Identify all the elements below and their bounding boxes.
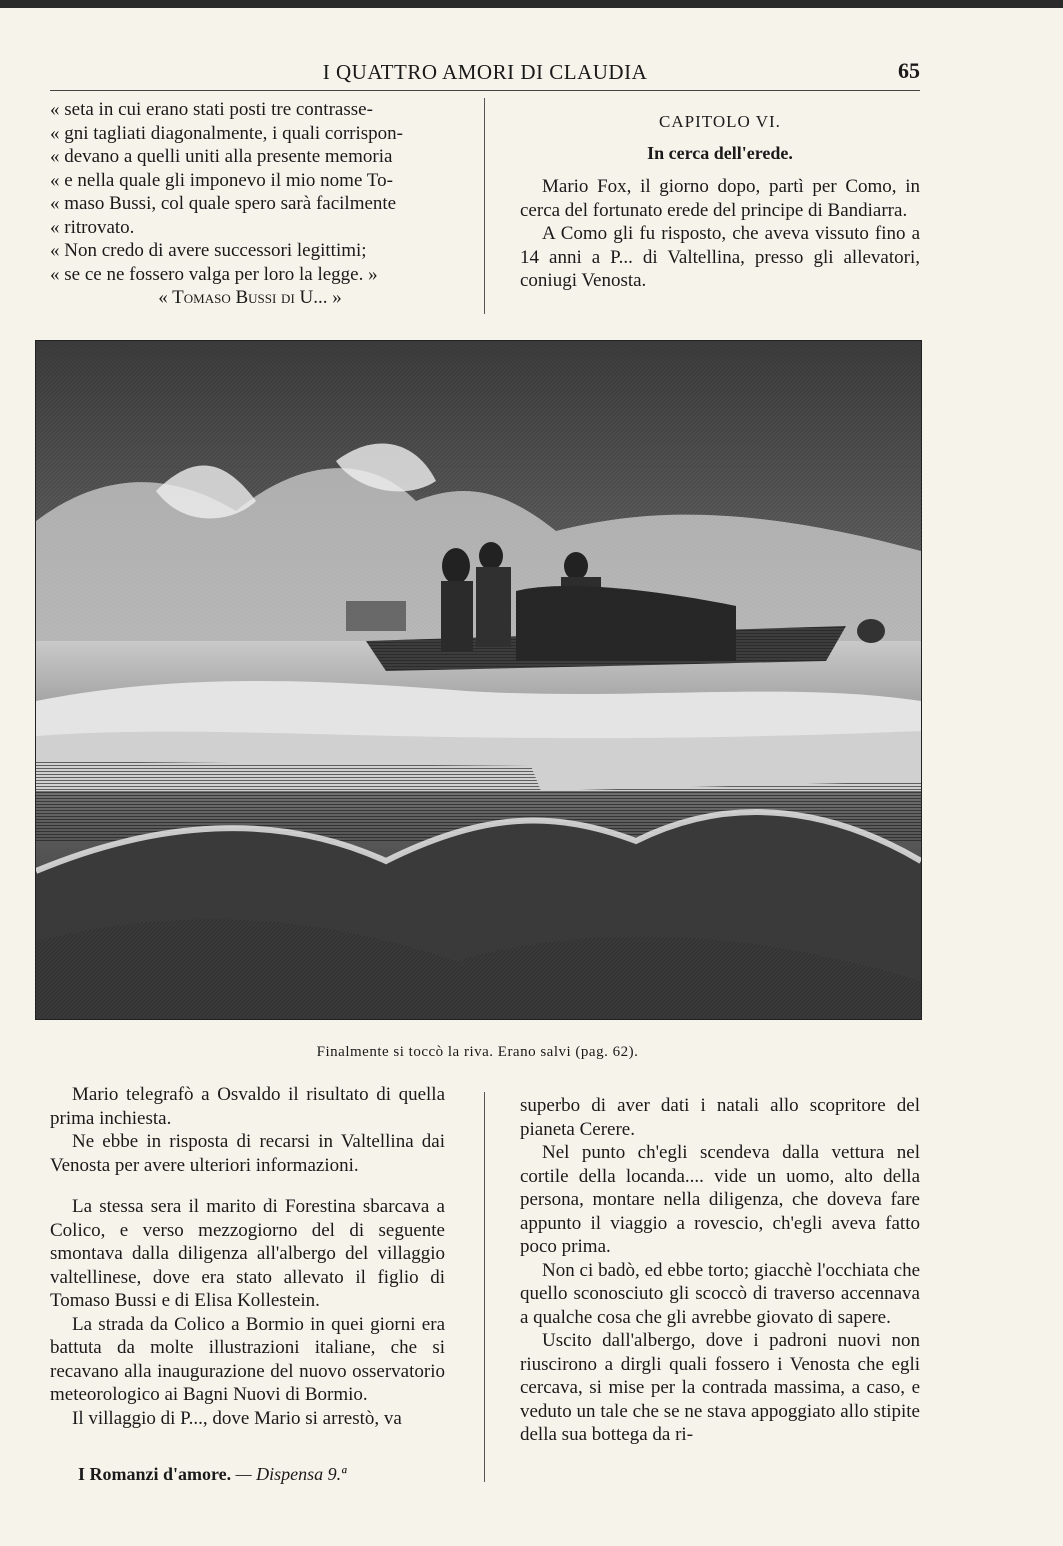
storm-boat-engraving: [36, 341, 921, 1019]
text-line: « seta in cui erano stati posti tre contrasse-: [50, 99, 373, 120]
top-border: [0, 0, 1063, 8]
text-line: « devano a quelli uniti alla presente memoria: [50, 146, 393, 167]
right-column-top: [520, 110, 920, 293]
paragraph: superbo di aver dati i natali allo scopritore del pianeta Cerere.: [520, 1095, 920, 1140]
chapter-title: In cerca dell'erede.: [647, 142, 793, 163]
paragraph: Non ci badò, ed ebbe torto; giacchè l'occhiata che quello sconosciuto gli scoccò di traverso accennava a qualche cosa che gli avrebbe giovato di sapere.: [520, 1259, 920, 1328]
chapter-heading: CAPITOLO VI.: [659, 112, 781, 131]
paragraph: La stessa sera il marito di Forestina sbarcava a Colico, e verso mezzogiorno del di seguente smontava dalla diligenza all'albergo del villaggio valtellinese, dove era stato allevato il figlio di Tomaso Bussi e di Elisa Kollestein.: [50, 1196, 445, 1311]
paragraph: Il villaggio di P..., dove Mario si arrestò, va: [72, 1407, 402, 1429]
paragraph: Nel punto ch'egli scendeva dalla vettura nel cortile della locanda.... vide un uomo, alto della persona, montare nella diligenza, che doveva fare appunto il viaggio a rovescio, ch'egli aveva fatto poco prima.: [520, 1142, 920, 1257]
header-rule: [50, 90, 920, 91]
text-line: « maso Bussi, col quale spero sarà facilmente: [50, 193, 397, 214]
text-line: « se ce ne fossero valga per loro la legge. »: [50, 263, 378, 285]
column-divider: [484, 98, 485, 314]
illustration-caption: Finalmente si toccò la riva. Erano salvi (pag. 62).: [316, 1044, 639, 1060]
text-line: « ritrovato.: [50, 216, 135, 238]
engraving-illustration: [35, 340, 922, 1020]
page-number: 65: [898, 58, 920, 83]
column-divider: [484, 1092, 485, 1482]
running-title: I QUATTRO AMORI DI CLAUDIA: [322, 60, 648, 84]
left-column-top: [50, 98, 450, 310]
left-column-bottom: [50, 1083, 445, 1430]
text-line: « e nella quale gli imponevo il mio nome To-: [50, 169, 393, 191]
right-column-bottom: [520, 1094, 920, 1447]
paragraph: A Como gli fu risposto, che aveva vissuto fino a 14 anni a P... di Valtellina, presso gli allevatori, coniugi Venosta.: [520, 223, 920, 291]
text-line: « gni tagliati diagonalmente, i quali corrispon-: [50, 122, 403, 144]
paragraph: Ne ebbe in risposta di recarsi in Valtellina dai Venosta per avere ulteriori informazioni.: [50, 1131, 445, 1176]
series-title: I Romanzi d'amore.: [78, 1464, 232, 1484]
paragraph: Uscito dall'albergo, dove i padroni nuovi non riuscirono a dirgli quali fossero i Venosta che egli cercava, si mise per la contrada massima, a caso, e veduto un tale che se ne stava appoggiato allo stipite della sua bottega da ri-: [520, 1330, 920, 1445]
text-line: « Non credo di avere successori legittimi;: [50, 240, 367, 261]
issue-number: — Dispensa 9.ª: [235, 1464, 347, 1484]
page-footer: [78, 1464, 346, 1485]
paragraph: La strada da Colico a Bormio in quei giorni era battuta da molte illustrazioni italiane, che si recavano alla inaugurazione del nuovo osservatorio meteorologico ai Bagni Nuovi di Bormio.: [50, 1313, 445, 1405]
signature: « Tomaso Bussi di U... »: [158, 287, 342, 308]
paragraph: Mario Fox, il giorno dopo, partì per Como, in cerca del fortunato erede del principe di Bandiarra.: [520, 176, 920, 221]
page-header: [50, 58, 920, 86]
paragraph: Mario telegrafò a Osvaldo il risultato di quella prima inchiesta.: [50, 1084, 445, 1129]
